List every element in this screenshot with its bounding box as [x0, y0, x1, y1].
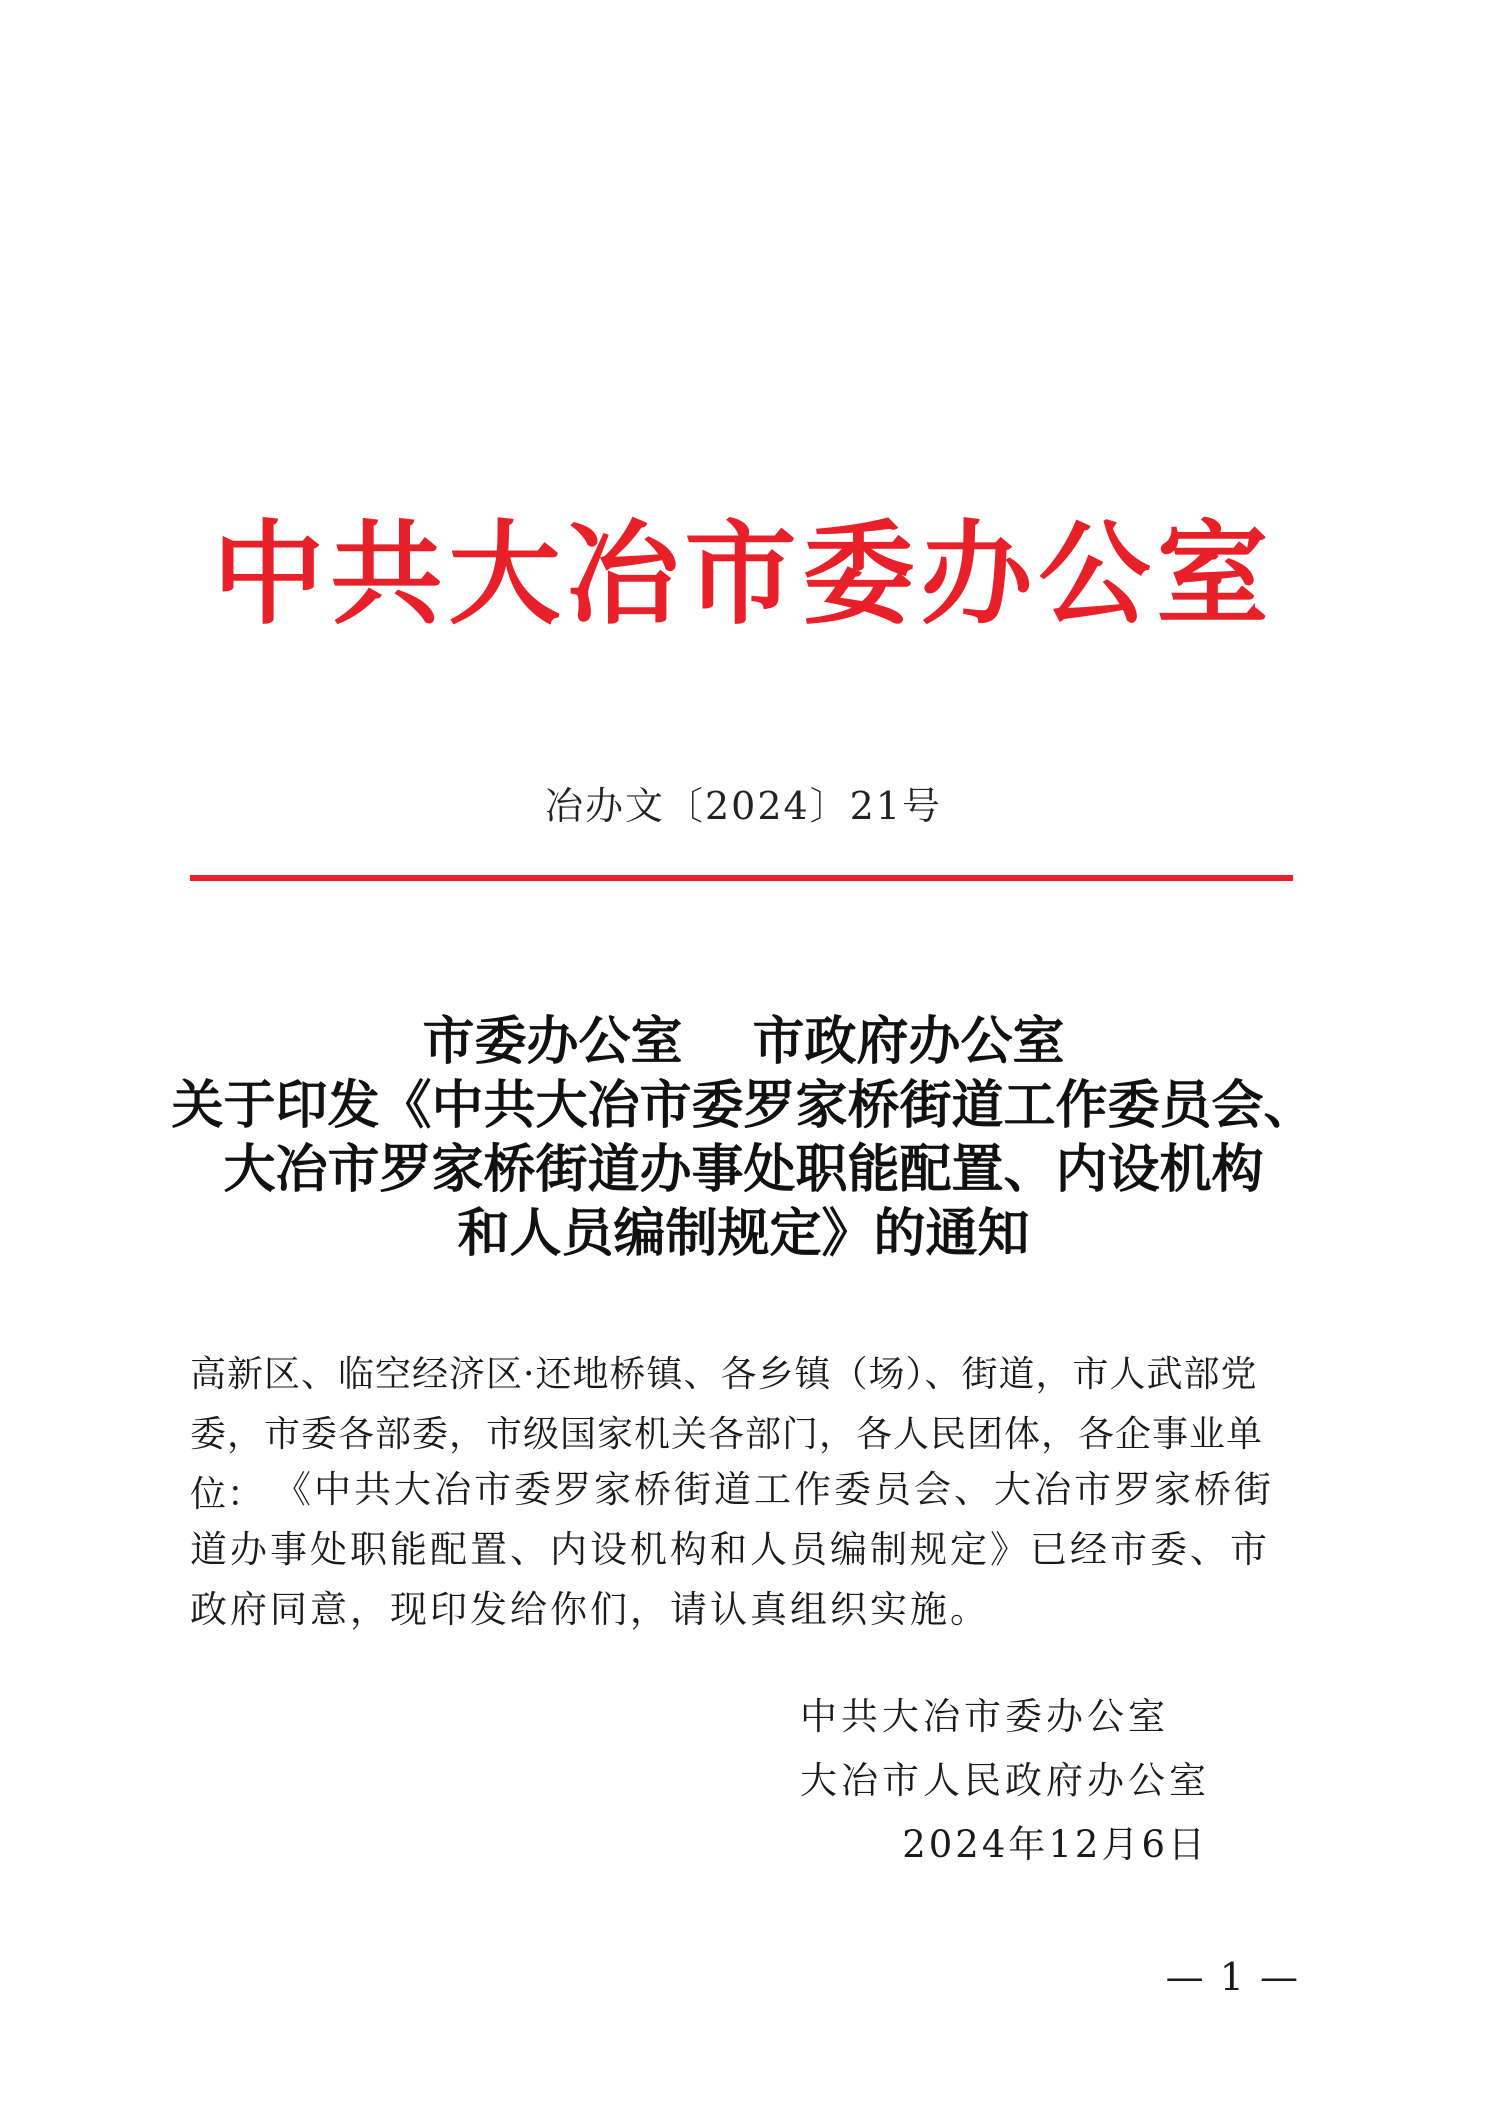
title-line-1: 市委办公室 市政府办公室 [422, 1011, 1065, 1072]
body-paragraph: 《中共大冶市委罗家桥街道工作委员会、大冶市罗家桥街道办事处职能配置、内设机构和人员编制规定》已经市委、市政府同意，现印发给你们，请认真组织实施。 [190, 1468, 1274, 1631]
page-number: — 1 — [1165, 1955, 1300, 1999]
addressees: 高新区、临空经济区·还地桥镇、各乡镇（场）、街道，市人武部党委，市委各部委，市级国家机关各部门，各人民团体，各企事业单位： [190, 1354, 1264, 1515]
title-line-4: 和人员编制规定》的通知 [457, 1203, 1030, 1264]
title-line-3: 大冶市罗家桥街道办事处职能配置、内设机构 [223, 1139, 1264, 1200]
notice-title [0, 1010, 1487, 1266]
title-line-2: 关于印发《中共大冶市委罗家桥街道工作委员会、 [171, 1075, 1316, 1136]
signature-block [800, 1685, 1220, 1877]
signature-org-2: 大冶市人民政府办公室 [800, 1759, 1210, 1802]
issuer-header: 中共大冶市委办公室 [212, 510, 1275, 640]
red-separator-line [190, 875, 1293, 881]
document-number: 冶办文〔2024〕21号 [544, 784, 943, 828]
signature-org-1: 中共大冶市委办公室 [800, 1695, 1169, 1738]
signature-date: 2024年12月6日 [902, 1823, 1208, 1866]
